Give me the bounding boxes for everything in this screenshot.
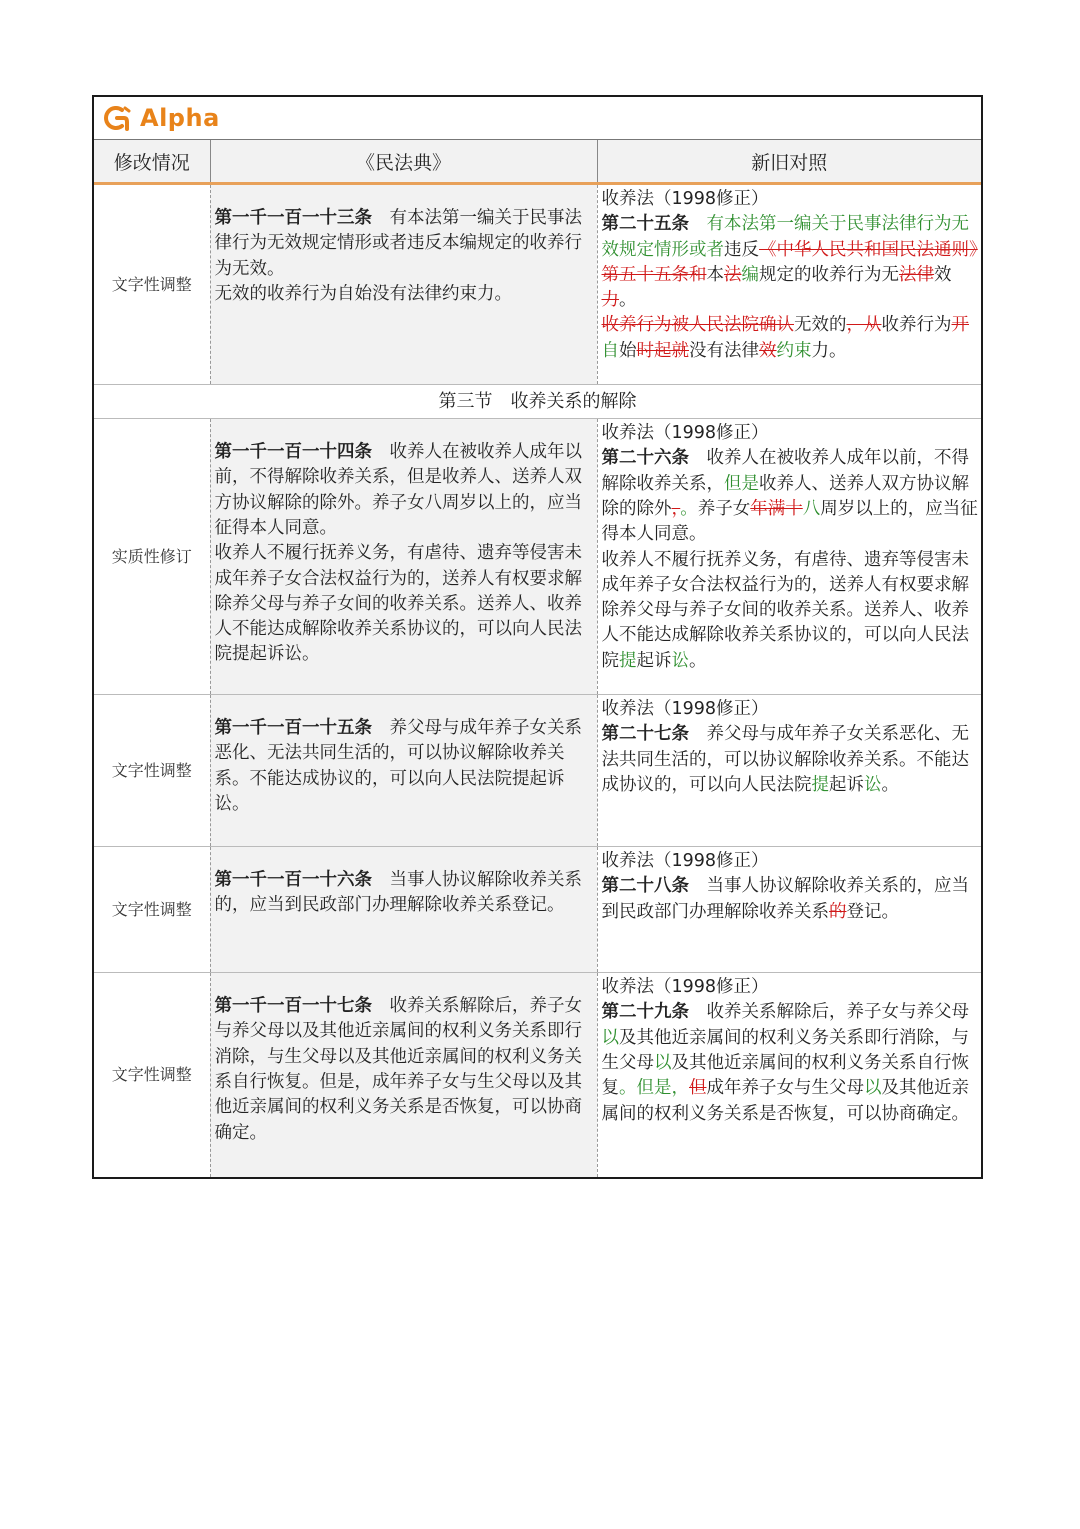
old-law-paragraph — [602, 212, 980, 313]
civil-article-text: 收养人在被收养人成年以前，不得解除收养关系，但是收养人、送养人双方协议解除的除外。养子女八周岁以上的，应当征得本人同意。 — [214, 442, 582, 538]
old-law-paragraph — [602, 874, 980, 925]
revision-status-cell: 文字性调整 — [94, 973, 210, 1177]
unchanged-text: 规定的收养行为无 — [759, 264, 899, 285]
revision-status-cell: 实质性修订 — [94, 419, 210, 695]
unchanged-text: 收养行为 — [881, 315, 952, 336]
civil-article-text: 有本法第一编关于民事法律行为无效规定情形或者违反本编规定的收养行为无效。 — [214, 208, 582, 279]
alpha-logo-icon — [100, 103, 136, 133]
table-row — [94, 695, 981, 847]
civil-article-text: 无效的收养行为自始没有法律约束力。 — [214, 283, 512, 304]
inserted-text: 自 — [601, 340, 619, 361]
deleted-text: 力 — [601, 290, 619, 311]
inserted-text: 。 — [680, 498, 698, 519]
header-old-new-comparison: 新旧对照 — [597, 140, 981, 184]
civil-code-paragraph — [215, 868, 595, 919]
civil-code-paragraph — [215, 206, 595, 282]
inserted-text: 提 — [811, 774, 829, 795]
deleted-text: 《中华人民共和国民法通则》第五十五条和 — [601, 239, 978, 285]
civil-code-paragraph — [215, 994, 595, 1146]
civil-code-paragraph — [215, 541, 595, 667]
unchanged-text: 收养人、送养人双方协议解除的除外 — [601, 473, 969, 519]
deleted-text: 开 — [951, 315, 969, 336]
civil-code-cell — [210, 184, 597, 385]
table-row — [94, 973, 981, 1177]
inserted-text: 以 — [654, 1052, 672, 1073]
old-law-paragraph — [602, 1000, 980, 1126]
civil-code-cell — [210, 847, 597, 973]
unchanged-text: 当事人协议解除收养关系的，应当到民政部门办理解除收养关系 — [601, 876, 969, 922]
civil-code-cell — [210, 419, 597, 695]
civil-code-paragraph — [215, 282, 595, 307]
old-article-number: 第二十七条 — [601, 724, 689, 745]
inserted-text: 约束 — [776, 340, 812, 361]
deleted-text: 效 — [759, 340, 777, 361]
unchanged-text: 违反 — [724, 239, 759, 260]
old-law-title: 收养法（1998修正） — [601, 423, 769, 444]
table-row — [94, 184, 981, 385]
revision-status-cell: 文字性调整 — [94, 847, 210, 973]
unchanged-text: 始 — [619, 340, 637, 361]
old-law-paragraph — [602, 722, 980, 798]
unchanged-text: 力。 — [811, 340, 847, 361]
old-article-number: 第二十六条 — [601, 448, 689, 469]
civil-article-text: 养父母与成年养子女关系恶化、无法共同生活的，可以协议解除收养关系。不能达成协议的，可以向人民法院提起诉讼。 — [214, 718, 582, 814]
unchanged-text — [689, 214, 707, 234]
old-law-title: 收养法（1998修正） — [601, 977, 769, 998]
unchanged-text: 收养关系解除后，养子女与养父母 — [689, 1002, 969, 1023]
unchanged-text: 及其他近亲属间的权利义务关系即行消除，与生父母 — [601, 1027, 969, 1073]
unchanged-text: 及其他近亲属间的权利义务关系自行恢复 — [601, 1052, 969, 1099]
header-revision-status: 修改情况 — [94, 140, 210, 184]
inserted-text: 讼 — [864, 774, 882, 795]
header-civil-code: 《民法典》 — [210, 140, 597, 184]
inserted-text: 但是 — [724, 473, 759, 494]
deleted-text: ，从 — [846, 315, 882, 336]
unchanged-text: 收养人不履行抚养义务，有虐待、遗弃等侵害未成年养子女合法权益行为的，送养人有权要求解除养父母与养子女间的收养关系。送养人、收养人不能达成解除收养关系协议的，可以向人民法院 — [601, 549, 969, 671]
revision-status-cell: 文字性调整 — [94, 184, 210, 385]
table-header-row — [94, 140, 981, 184]
civil-article-number: 第一千一百一十七条 — [214, 996, 372, 1017]
civil-article-text: 收养人不履行抚养义务，有虐待、遗弃等侵害未成年养子女合法权益行为的，送养人有权要求解除养父母与养子女间的收养关系。送养人、收养人不能达成解除收养关系协议的，可以向人民法院提起诉讼。 — [214, 543, 582, 665]
civil-code-paragraph — [215, 440, 595, 541]
civil-article-number: 第一千一百一十五条 — [214, 718, 372, 739]
table-row — [94, 419, 981, 695]
unchanged-text: 起诉 — [829, 774, 864, 795]
old-new-comparison-cell — [597, 973, 981, 1177]
old-law-title: 收养法（1998修正） — [601, 699, 769, 720]
civil-code-cell — [210, 695, 597, 847]
section-heading-row — [94, 385, 981, 419]
deleted-text: 法律 — [899, 264, 934, 285]
inserted-text: 讼 — [671, 650, 689, 671]
section-heading: 第三节 收养关系的解除 — [94, 385, 981, 419]
old-article-number: 第二十八条 — [601, 876, 689, 897]
unchanged-text: 登记。 — [846, 901, 899, 922]
unchanged-text: 周岁以上的，应当征得本人同意。 — [601, 498, 978, 545]
inserted-text: 提 — [619, 650, 637, 671]
comparison-table — [94, 140, 981, 1177]
unchanged-text: 养子女 — [697, 498, 751, 519]
deleted-text: 年满十 — [750, 498, 803, 519]
unchanged-text: 养父母与成年养子女关系恶化、无法共同生活的，可以协议解除收养关系。不能达成协议的，可以向人民法院 — [601, 724, 969, 795]
deleted-text: 收养行为被人民法院确认 — [601, 315, 794, 336]
revision-status-cell: 文字性调整 — [94, 695, 210, 847]
unchanged-text: 。 — [619, 290, 637, 311]
inserted-text: 编 — [741, 264, 759, 285]
brand-bar — [94, 97, 981, 140]
unchanged-text: 收养人在被收养人成年以前，不得解除收养关系， — [601, 448, 969, 494]
deleted-text: 但 — [689, 1078, 707, 1099]
unchanged-text: 本 — [706, 264, 724, 285]
inserted-text: 。但是， — [619, 1078, 689, 1099]
civil-article-number: 第一千一百一十四条 — [214, 442, 372, 463]
old-law-paragraph — [602, 313, 980, 364]
old-new-comparison-cell — [597, 847, 981, 973]
comparison-document — [92, 95, 983, 1179]
deleted-text: ， — [671, 498, 681, 519]
deleted-text: 法 — [724, 264, 742, 285]
inserted-text: 以 — [864, 1078, 882, 1099]
old-law-title: 收养法（1998修正） — [601, 189, 769, 209]
old-new-comparison-cell — [597, 184, 981, 385]
civil-article-number: 第一千一百一十三条 — [214, 208, 372, 228]
table-row — [94, 847, 981, 973]
old-new-comparison-cell — [597, 695, 981, 847]
brand-name: Alpha — [140, 104, 220, 132]
unchanged-text: 。 — [881, 774, 899, 795]
civil-code-paragraph — [215, 716, 595, 817]
unchanged-text: 成年养子女与生父母 — [706, 1078, 864, 1099]
unchanged-text: 起诉 — [636, 650, 672, 671]
old-article-number: 第二十九条 — [601, 1002, 689, 1023]
unchanged-text: 没有法律 — [689, 340, 759, 361]
unchanged-text: 。 — [689, 650, 707, 671]
civil-article-number: 第一千一百一十六条 — [214, 870, 372, 891]
inserted-text: 有本法第一编关于民事法律行为无效规定情形或者 — [601, 214, 969, 260]
unchanged-text: 效 — [934, 264, 952, 285]
inserted-text: 八 — [802, 498, 821, 519]
old-law-paragraph — [602, 548, 980, 674]
old-article-number: 第二十五条 — [601, 214, 689, 235]
civil-article-text: 收养关系解除后，养子女与养父母以及其他近亲属间的权利义务关系即行消除，与生父母以及其他近亲属间的权利义务关系自行恢复。但是，成年养子女与生父母以及其他近亲属间的权利义务关系是否恢复，可以协商确定。 — [214, 996, 582, 1143]
unchanged-text: 及其他近亲属间的权利义务关系是否恢复，可以协商确定。 — [601, 1078, 969, 1124]
deleted-text: 的 — [829, 901, 847, 922]
inserted-text: 以 — [601, 1027, 619, 1048]
old-law-title: 收养法（1998修正） — [601, 851, 769, 872]
unchanged-text: 无效的 — [794, 315, 847, 336]
civil-code-cell — [210, 973, 597, 1177]
civil-article-text: 当事人协议解除收养关系的，应当到民政部门办理解除收养关系登记。 — [214, 870, 582, 916]
old-new-comparison-cell — [597, 419, 981, 695]
deleted-text: 时起就 — [636, 340, 689, 361]
old-law-paragraph — [602, 446, 980, 547]
